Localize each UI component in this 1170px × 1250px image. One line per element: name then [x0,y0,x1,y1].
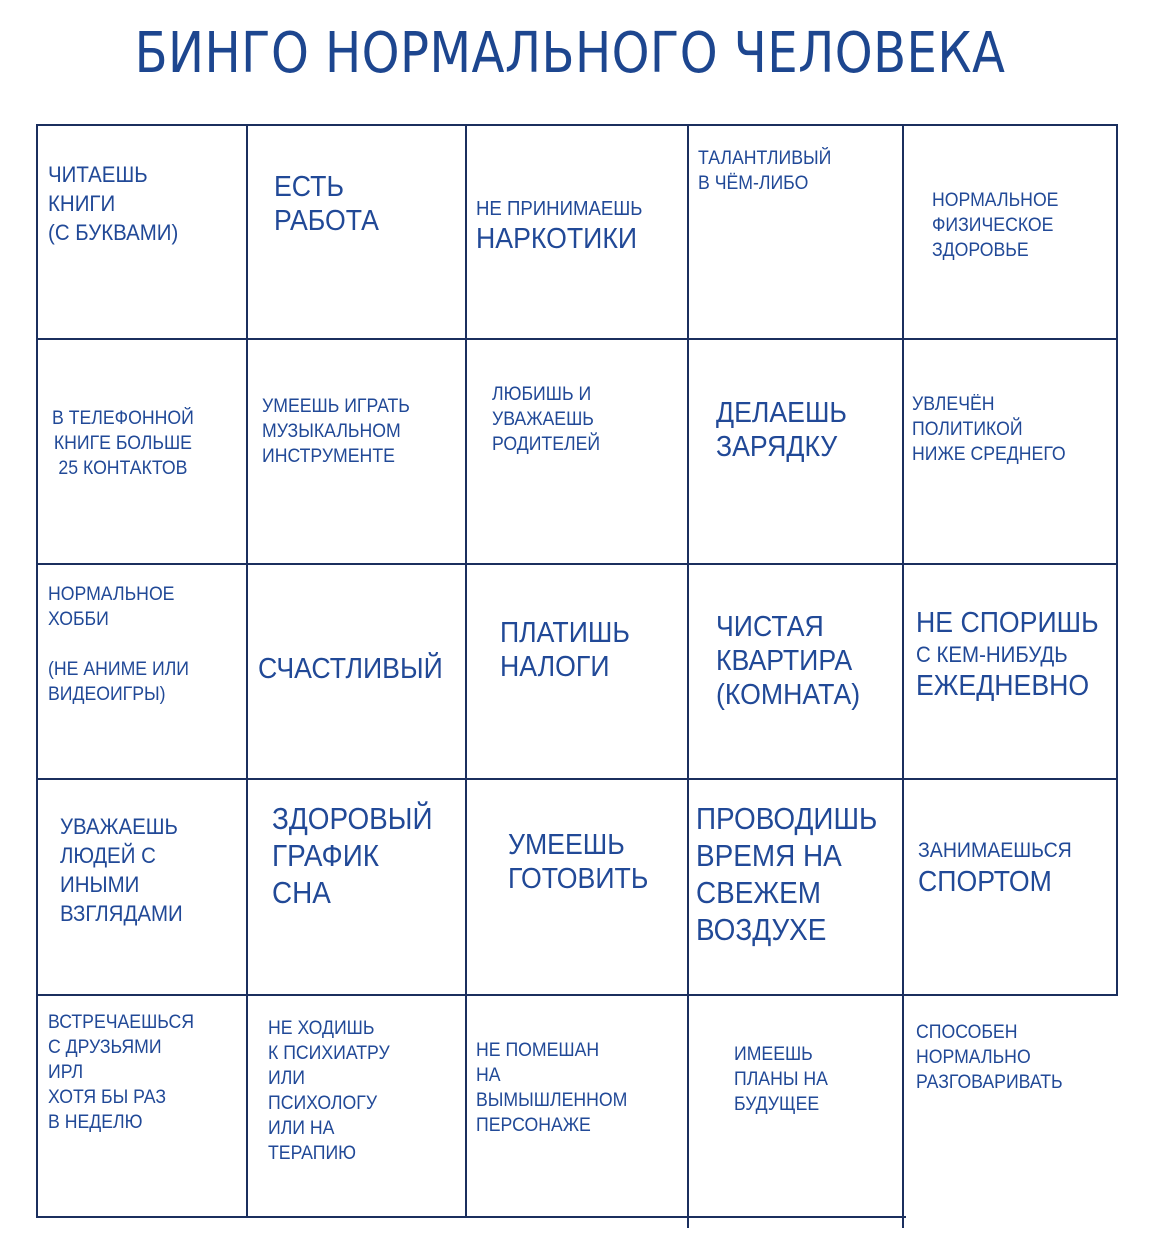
bingo-cell [916,606,1114,703]
cell-text: ВЗГЛЯДАМИ [60,901,183,926]
cell-text: БУДУЩЕЕ [734,1094,820,1115]
grid-line [246,124,248,1218]
bingo-cell [932,188,1058,263]
cell-text: НАРКОТИКИ [476,223,638,255]
cell-text: ЗАНИМАЕШЬСЯ [918,839,1072,862]
cell-text: ВЫМЫШЛЕННОМ [476,1090,628,1111]
grid-line [1116,124,1118,994]
cell-text: В ЧЁМ-ЛИБО [698,173,809,194]
cell-text [48,632,189,657]
cell-text: КНИГЕ БОЛЬШЕ [53,433,192,454]
bingo-cell [48,1010,194,1135]
cell-text: УМЕЕШЬ [508,829,625,861]
bingo-cell [500,616,630,684]
cell-text: СНА [272,875,331,910]
cell-text: (КОМНАТА) [716,679,861,711]
cell-text: РОДИТЕЛЕЙ [492,434,601,455]
cell-text: НА [476,1065,501,1086]
bingo-cell [918,836,1083,899]
page-title: БИНГО НОРМАЛЬНОГО ЧЕЛОВЕКА [134,21,1006,86]
cell-text: ВСТРЕЧАЕШЬСЯ [48,1012,195,1033]
grid-line [36,124,1118,126]
grid-line [36,1216,906,1218]
cell-text: ВИДЕОИГРЫ) [48,684,166,705]
cell-text: ПРОВОДИШЬ [696,801,878,836]
bingo-cell [716,610,860,712]
bingo-cell [698,146,831,196]
cell-text: НЕ ПОМЕШАН [476,1040,600,1061]
cell-text: РАБОТА [274,205,379,237]
bingo-cell [272,800,433,911]
cell-text: ИМЕЕШЬ [734,1044,813,1065]
grid-line [465,124,467,1218]
bingo-cell [716,396,847,464]
grid-line [902,124,904,1228]
cell-text: С КЕМ-НИБУДЬ [916,642,1068,667]
cell-text: ГРАФИК [272,838,380,873]
bingo-cell [734,1042,828,1117]
bingo-cell [60,812,183,928]
cell-text: С ДРУЗЬЯМИ [48,1037,162,1058]
grid-line [36,994,1118,996]
cell-text: ЗДОРОВЬЕ [932,240,1029,261]
cell-text: СПОСОБЕН [916,1022,1018,1043]
cell-text: ЕЖЕДНЕВНО [916,670,1090,702]
grid-line [687,124,689,1228]
cell-text: КНИГИ [48,191,116,216]
cell-text: ПСИХОЛОГУ [268,1093,378,1114]
cell-text: ИНЫМИ [60,872,140,897]
cell-text: НЕ ПРИНИМАЕШЬ [476,198,643,220]
cell-text: ФИЗИЧЕСКОЕ [932,215,1054,236]
cell-text: ГОТОВИТЬ [508,863,649,895]
cell-text: ИРЛ [48,1062,84,1083]
cell-text: НИЖЕ СРЕДНЕГО [912,444,1066,465]
cell-text: ЛЮДЕЙ С [60,843,156,868]
grid-line [36,778,1118,780]
cell-text: СВЕЖЕМ [696,875,821,910]
bingo-cell [48,160,178,247]
cell-text: КВАРТИРА [716,645,853,677]
bingo-cell [912,392,1066,467]
cell-text: (НЕ АНИМЕ ИЛИ [48,659,190,680]
cell-text: В НЕДЕЛЮ [48,1112,143,1133]
cell-text: ВРЕМЯ НА [696,838,842,873]
cell-text: НОРМАЛЬНОЕ [48,584,175,605]
cell-text: ИНСТРУМЕНТЕ [262,446,395,467]
cell-text: ЛЮБИШЬ И [492,384,592,405]
cell-text: ИЛИ НА [268,1118,335,1139]
cell-text: УВАЖАЕШЬ [492,409,594,430]
bingo-cell [476,1038,627,1138]
cell-text: ЗАРЯДКУ [716,431,838,463]
bingo-cell [916,1020,1063,1095]
cell-text: ЧИТАЕШЬ [48,162,148,187]
cell-text: ПОЛИТИКОЙ [912,419,1023,440]
cell-text: ЧИСТАЯ [716,611,824,643]
cell-text: ИЛИ [268,1068,305,1089]
grid-line [36,124,38,1218]
bingo-cell [274,170,379,238]
cell-text: НОРМАЛЬНОЕ [932,190,1059,211]
cell-text: ЕСТЬ [274,171,344,203]
cell-text: ТАЛАНТЛИВЫЙ [698,148,832,169]
cell-text: ХОТЯ БЫ РАЗ [48,1087,167,1108]
cell-text: НЕ СПОРИШЬ [916,607,1099,639]
bingo-cell [508,828,648,896]
bingo-cell [268,1016,390,1166]
grid-line [36,338,1118,340]
cell-text: ПЛАТИШЬ [500,617,630,649]
cell-text: ПЛАНЫ НА [734,1069,828,1090]
cell-text: ВОЗДУХЕ [696,912,827,947]
cell-text: ПЕРСОНАЖЕ [476,1115,591,1136]
cell-text: К ПСИХИАТРУ [268,1043,390,1064]
cell-text: 25 КОНТАКТОВ [58,458,188,479]
cell-text: РАЗГОВАРИВАТЬ [916,1072,1063,1093]
cell-text: УВЛЕЧЁН [912,394,995,415]
cell-text: НАЛОГИ [500,651,610,683]
cell-text: ДЕЛАЕШЬ [716,397,847,429]
cell-text: (С БУКВАМИ) [48,220,179,245]
bingo-grid [36,124,1118,1218]
bingo-cell [48,582,189,707]
cell-text: НОРМАЛЬНО [916,1047,1031,1068]
cell-text: ХОББИ [48,609,109,630]
cell-text: В ТЕЛЕФОННОЙ [52,408,194,429]
bingo-cell [696,800,877,948]
bingo-cell [258,652,443,686]
grid-line [36,563,1118,565]
cell-text: ЗДОРОВЫЙ [272,801,433,836]
cell-text: НЕ ХОДИШЬ [268,1018,375,1039]
cell-text: СПОРТОМ [918,866,1052,898]
bingo-cell [476,196,655,256]
cell-text: МУЗЫКАЛЬНОМ [262,421,401,442]
cell-text: УВАЖАЕШЬ [60,814,178,839]
bingo-cell [262,394,410,469]
bingo-cell [52,406,194,481]
cell-text: ТЕРАПИЮ [268,1143,357,1164]
cell-text: УМЕЕШЬ ИГРАТЬ [262,396,410,417]
bingo-cell [492,382,600,457]
cell-text: СЧАСТЛИВЫЙ [258,653,443,685]
